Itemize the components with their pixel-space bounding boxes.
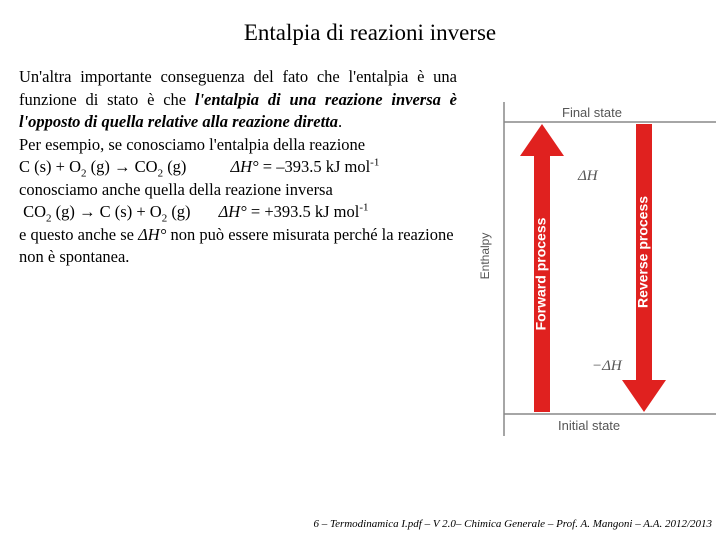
r2-dh-symbol: ΔH° — [218, 202, 247, 221]
conclusion — [19, 224, 457, 269]
forward-process-label: Forward process — [532, 217, 549, 331]
r1-dh-value: = –393.5 kJ mol — [258, 157, 371, 176]
intro-lead: Un'altra importante conseguenza del fato che l'entalpia è una funzione di stato è che — [19, 67, 457, 109]
r1-end: (g) — [163, 157, 187, 176]
enthalpy-axis-label: Enthalpy — [478, 232, 492, 280]
r1-mid-sub: 2 — [157, 167, 164, 180]
r1-unit-sup: -1 — [370, 156, 380, 169]
r1-lhs-sub: 2 — [81, 167, 87, 180]
conclusion-pre: e questo anche se — [19, 224, 139, 244]
slide-title: Entalpia di reazioni inverse — [243, 20, 497, 45]
r2-mid-sub: 2 — [161, 212, 168, 225]
footer: 6 – Termodinamica I.pdf – V 2.0– Chimica Generale – Prof. A. Mangoni – A.A. 2012/2013 — [313, 518, 712, 530]
r2-end: (g) — [167, 202, 191, 221]
r1-lhs: C (s) + O — [19, 157, 82, 176]
r2-dh-value: = +393.5 kJ mol — [246, 202, 360, 221]
reaction-2 — [19, 201, 457, 224]
reaction-1 — [19, 156, 457, 179]
delta-h-reverse-label: −ΔH — [592, 358, 622, 374]
example-line: Per esempio, se conosciamo l'entalpia della reazione — [19, 134, 366, 154]
r2-unit-sup: -1 — [359, 201, 369, 214]
intro-tail: . — [338, 112, 343, 131]
conclusion-post: non può essere misurata perché la reazione non è spontanea. — [19, 224, 454, 266]
r1-mid: (g) → CO — [86, 157, 158, 176]
initial-state-label: Initial state — [558, 418, 621, 433]
conclusion-dh: ΔH° — [138, 224, 167, 244]
reverse-process-label: Reverse process — [634, 195, 651, 309]
enthalpy-diagram-svg — [470, 94, 720, 440]
intro-paragraph — [19, 66, 457, 134]
enthalpy-diagram — [470, 94, 720, 440]
r2-lhs: CO — [19, 202, 47, 221]
r2-mid: (g) → C (s) + O — [51, 202, 162, 221]
r2-lhs-sub: 2 — [46, 212, 52, 225]
r1-dh-symbol: ΔH° — [230, 157, 259, 176]
intro-emphasis: l'entalpia di una reazione inversa è l'opposto di quella relative alla reazione diretta — [19, 89, 458, 131]
body-text — [19, 66, 457, 269]
inverse-line: conosciamo anche quella della reazione inversa — [19, 179, 333, 199]
delta-h-forward-label: ΔH — [578, 168, 598, 184]
final-state-label: Final state — [562, 105, 622, 120]
